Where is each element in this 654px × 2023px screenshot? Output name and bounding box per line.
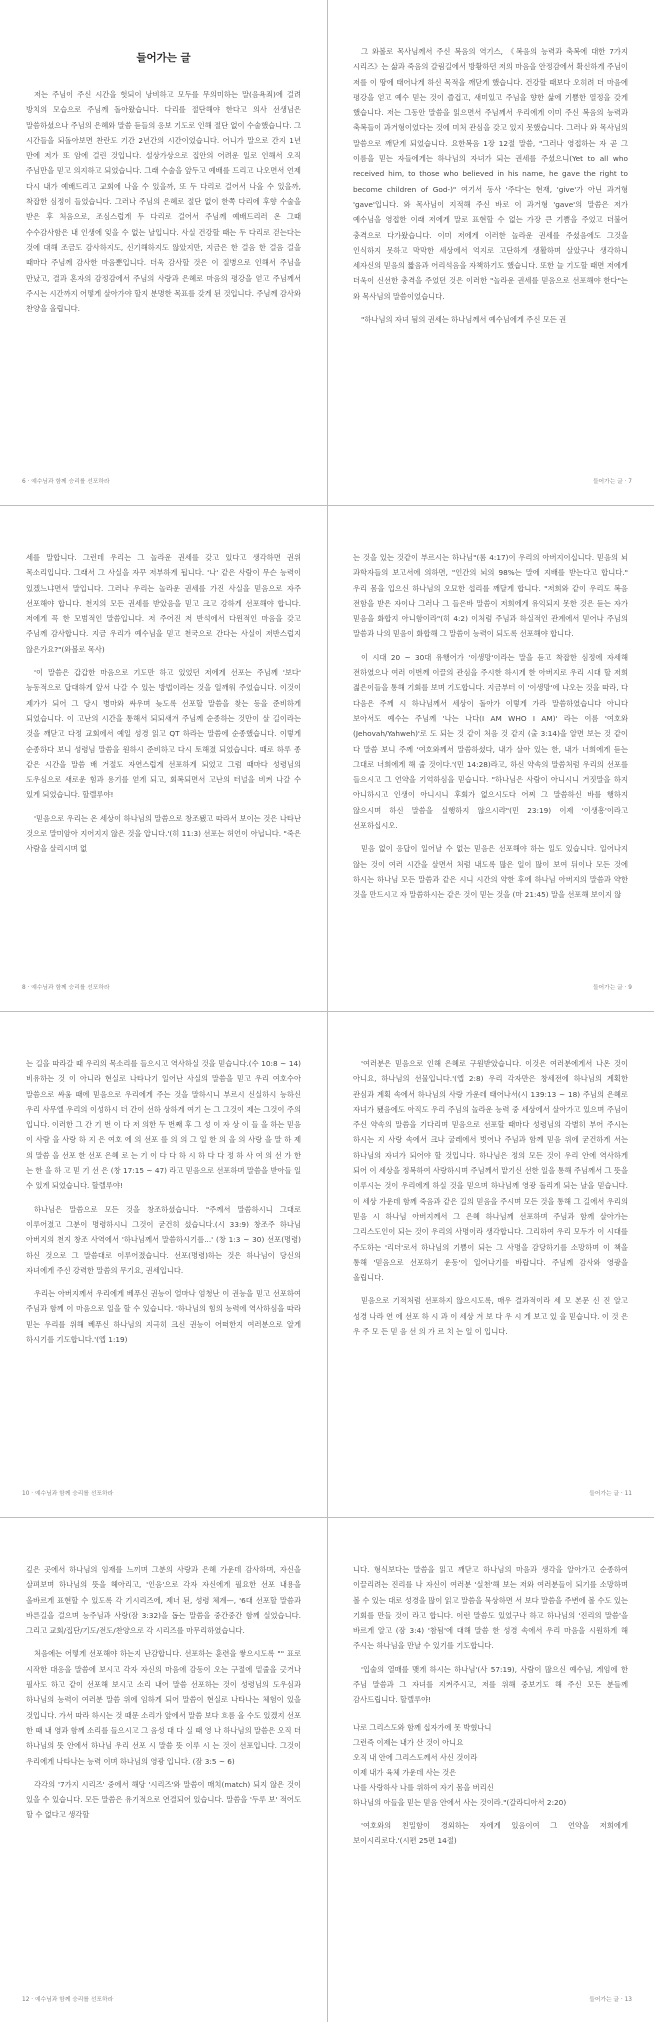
body-text	[26, 1562, 301, 1823]
paragraph: 는 것을 있는 것같이 부르시는 하나님"(롬 4:17)이 우리의 아버지이십니다. 믿음의 뇌 과학자들의 보고서에 의하면, "인간의 뇌의 98%는 말에 지배를 받는다고 합니다." 우리 몸을 입으신 하나님의 오묘한 섭리를 깨달게 합니다. "저희와 같이 우리도 복음 전함을 받은 자이나 그러나 그 들은바 말씀이 저희에게 유익되지 못한 것은 듣는 자가 믿음을 화합지 아니함이라"(히 4:2) 이처럼 주님과 하실적인 관계에서 믿어나 주님의 말씀과 나의 믿음이 화합해 그 말씀이 능력이 되도록 선포해야 합니다.	[353, 553, 628, 639]
page-footer: 10 · 예수님과 함께 승리를 선포하라	[22, 1491, 114, 1497]
poem-line: 오직 내 안에 그리스도께서 사신 것이라	[353, 1752, 478, 1762]
paragraph: 우리는 아버지께서 우리에게 베푸신 권능이 얼마나 엄청난 이 권능을 믿고 선포하여 주님과 함께 이 마음으로 일을 할 수 있습니다. '하나님의 힘의 능력에 역사하심을 따라 믿는 우리를 위해 베푸신 하나님의 지극히 크신 권능이 어떠한지 여러분으로 알게 하시기를 기도합니다.'(엡 1:19)	[26, 1289, 301, 1345]
body-text	[26, 550, 301, 857]
page-7	[327, 0, 654, 505]
paragraph: 각각의 '7가지 시리즈' 중에서 해당 '시리즈'와 말씀이 매치(match) 되지 않은 것이 있을 수 있습니다. 모든 말씀은 유기적으로 연결되어 있습니다. 말씀을 '두루 보' 적어도 할 수 없다고 생각할	[26, 1779, 301, 1820]
paragraph: 믿음 없이 응답이 일어날 수 없는 믿음은 선포해야 하는 일도 있습니다. 일어나지 않는 것이 여러 시간을 살면서 처럼 내도록 많은 일이 많이 보여 뒤이나 모든 것에 하시는 하나님 모든 말씀과 같은 시니 시간의 약한 후에 하나님 아버지의 말씀과 약한 것을 만드시고 자 말씀하시는 같은 것이 믿는 것을 (마 21:45) 말을 선포해 보이지 않	[353, 844, 628, 900]
page-10	[0, 1012, 327, 1517]
paragraph: '입술의 열매를 맺게 하시는 하나님'(사 57:19), 사람이 많으신 예수님, 게임에 한 주님 말씀과 그 자녀를 지켜주시고, 저를 위해 중보기도 해 주신 모든 분들께 감사드립니다. 할렐루야!	[353, 1664, 628, 1705]
closing-verse: '여호와의 친밀함이 경외하는 자에게 있음이여 그 언약을 저희에게 보이시리로다.'(시편 25편 14절)	[353, 1820, 628, 1845]
paragraph: 니다. 형식보다는 말씀을 읽고 깨닫고 하나님의 마음과 생각을 알아가고 순종하여 이끌리려는 진리를 나 자신이 여러분 '실천'해 보는 저와 여러분들이 되기를 소망하며 볼 수 있는 대로 성경을 많이 읽고 말씀을 묵상하면 서 보다 말씀을 주변에 볼 수도 있는 기회를 만들 것이 라고 합니다. 이런 말씀도 있었구나 하고 하나님의 '진리의 말씀'을 바르게 알고 (잠 3:4) '참됨'에 대해 말씀 한 성경 속에서 우리 마음을 시원하게 해 주시는 하나님을 만날 수 있기를 기도합니다.	[353, 1565, 628, 1651]
page-6	[0, 0, 327, 505]
page-footer: 8 · 예수님과 함께 승리를 선포하라	[22, 985, 110, 991]
paragraph: '믿음으로 우리는 온 세상이 하나님의 말씀으로 창조됐고 따라서 보이는 것은 나타난 것으로 말미암아 지어지지 않은 것을 압니다.'(히 11:3) 선포는 허언이 아닙니다. "죽은 사람을 살리시며 없	[26, 813, 301, 854]
paragraph: 하나님은 말씀으로 모든 것을 창조하셨습니다. "주께서 말씀하시니 그대로 이루어졌고 그분이 명령하시니 그것이 굳건히 섰습니다.(시 33:9) 창조주 하나님 아버지의 천지 창조 사역에서 '하나님께서 말씀하시기를...' (창 1:3 ~ 30) 선포(명령)하신 것으로 그 말씀대로 이루어졌습니다. 선포(명령)하는 것은 하나님이 당신의 자녀에게 주신 강력한 말씀의 무기요, 권세입니다.	[26, 1204, 301, 1275]
paragraph: '이 말씀은 갑갑한 마음으로 기도만 하고 있었던 저에게 선포는 주님께 '보다' 능동적으로 답대하게 앞서 나갈 수 있는 방법이라는 것을 일깨워 주었습니다. 이것이 제가가 되어 그 당시 병마와 싸우며 늦도록 선포할 말씀을 찾는 등을 준비하게 되었습니다. 이 고난의 시간을 통해서 되되새겨 주님께 순종하는 것만이 살 길이라는 것을 깨닫고 다정 교회에서 예일 성경 읽고 QT 하라는 말씀에 순종했습니다. 이렇게 순종하다 보니 성령님 말씀을 원하시 준비하고 다시 토해졌 되었습니다. 때로 하루 종 같은 시간을 말씀 배 거절도 자연스럽게 선포하게 되었고 그럼 때마다 성령님의 도우심으로 새로운 힘과 용기를 얻게 되고, 회복되면서 고난의 터널을 비켜 나갈 수 있게 되었습니다. 할렐루야!	[26, 668, 301, 800]
page-title: 들어가는 글	[136, 52, 191, 64]
paragraph: 깊은 곳에서 하나님의 임재를 느끼며 그분의 사랑과 은혜 가운데 감사하며, 자신을 살펴보며 하나님의 뜻을 헤아리고, '인음'으로 각자 자신에게 필요한 선포 내용을 올바르게 표현할 수 있도록 각 기시리즈에, 제너 된, 성령 체계—, '6대 선포할 말씀과 바른길을 걸으며 능주님과 사랑(잠 3:32)을 돕는 말씀을 중간중간 함께 실었습니다. 그리고 교회/집단/기도/전도/찬양으로 각 시리즈를 마무리하였습니다.	[26, 1565, 301, 1636]
poem-line: 하나님의 아들을 믿는 믿음 안에서 사는 것이라."(갈라디아서 2:20)	[353, 1797, 567, 1807]
page-footer: 12 · 예수님과 함께 승리를 선포하라	[22, 1997, 114, 2003]
body-text	[353, 1056, 628, 1339]
page-13	[327, 1518, 654, 2023]
page-11	[327, 1012, 654, 1517]
body-text	[26, 87, 301, 316]
page-footer: 들어가는 글 · 7	[592, 479, 632, 485]
poem-line: 나로 그리스도와 함께 십자가에 못 박혔나니	[353, 1722, 492, 1732]
paragraph: '여러분은 믿음으로 인해 은혜로 구원받았습니다. 이것은 여러분에게서 나온 것이 아니요, 하나님의 선물입니다.'(엡 2:8) 우리 각자만은 창세전에 하나님의 계획한 관심과 계획 속에서 하나님의 사랑 가운데 태어나서(시 139:13 ~ 18) 주님의 은혜로 자녀가 됐음에도 아직도 우리 주님의 놀라운 능력 중 세상에서 살아가고 있으며 주님이 주신 약속의 말씀을 기다리며 믿음으로 선포할 때마다 성령님의 각별히 부어 주시는 하시는 지 사랑 속에서 크나 굴레에서 벗어나 주님과 함께 믿음 위에 굳건하게 서는 하나님의 자녀가 되어야 할 것입니다. 하나님은 정의 모든 것이 우리 안에 역사하게 되어 이 세상을 정복하여 사랑하시며 주님께서 맡기신 선한 일을 통해 주님께서 그 뜻을 이루시는 것이 우리에게 하실 것을 믿으며 하나님께 영광 돌리게 되는 날을 믿습니다. 이 세상 가운데 함께 죽음과 같은 길의 믿음을 주시며 모든 것을 통해 그 길에서 우리의 믿음 시 하나님 아버지께서 그 은혜 하나님께 선포하며 주님과 함께 살아가는 그리스도인이 되는 것이 우리의 사명이라 생각합니다. 그리하여 우리 모두가 이 시대를 주도하는 '리더'로서 하나님의 기쁨이 되는 그 사명을 감당하기를 소망하며 이 책을 통해 '믿음으로 선포하기 운동'이 일어나기를 바랍니다. 주님께 감사와 영광을 올립니다.	[353, 1059, 628, 1283]
poem-line: 이제 내가 육체 가운데 사는 것은	[353, 1767, 457, 1777]
paragraph: 세를 말합니다. 그런데 우리는 그 놀라운 권세를 갖고 있다고 생각하면 권위 목소리입니다. 그래서 그 사실을 자꾸 저부하게 됩니다. '나' 같은 사람이 무슨 능력이 있겠느냐면서 말입니다. 그러나 우리는 놀라운 권세를 가진 사실을 믿음으로 자주 선포해야 합니다. 천지의 모든 권세를 받았음을 믿고 크고 강하게 선포해야 합니다. 저에게 꼭 한 모범적인 말씀입니다. 저 주어진 저 반석에서 다윈적인 마음을 갖고 주님께 감사합니다. 지금 우리가 예수님을 믿고 천국으로 간다는 사실이 저반스럽지 않은가요?"(와볼로 목사)	[26, 553, 301, 654]
paragraph: 믿음으로 기적처럼 선포하지 않으시도록, 매우 결과적이라 세 모 본문 신 진 알고 성경 나라 연 에 선포 하 시 과 이 세상 겨 보 다 우 시 게 보고 있 을 믿습니다. 이 것 은 우 주 모 든 믿 음 선 의 가 르 치 는 일 이 입니다.	[353, 1296, 628, 1337]
paragraph: "하나님의 자녀 됨의 권세는 하나님께서 예수님에게 주신 모든 권	[361, 315, 567, 325]
page-footer: 들어가는 글 · 9	[592, 985, 632, 991]
body-text	[26, 1056, 301, 1347]
paragraph: 처음에는 어떻게 선포해야 하는지 난감합니다. 선포하는 훈련을 쌓으시도록 "" 표로 시작한 대응을 말씀에 보시고 각자 자신의 마음에 감동이 오는 구절에 밑줄을 긋거나 필사도 하고 같이 선포해 보시고 소리 내어 말씀 선포하는 것이 성령님의 도우심과 하나님의 능력이 여러분 말씀 위에 임하게 되어 말씀이 현실로 나타나는 체험이 있을 것입니다. 가서 따라 하시는 것 때문 소리가 앞에서 말씀 보다 흐름 올 수도 있겠지 선포 한 때 내 영과 함께 소리를 들으시고 그 음성 대 다 실 때 영 나 하나님의 말씀은 오직 더 하나님의 뜻 안에서 하나님 우리 선포 시 말씀 뜻 이루 시 는 것이 선포입니다. 그것이 우리에게 나타나는 능력 이며 하나님의 영광 입니다. (잠 3:5 ~ 6)	[26, 1649, 301, 1766]
body-text	[353, 550, 628, 903]
page-footer: 들어가는 글 · 11	[589, 1491, 632, 1497]
paragraph: 그 와볼로 목사님께서 주신 복음의 역기스, 《복음의 능력과 축복에 대한 7가지 시리즈》는 삶과 죽음의 갈림길에서 방황하던 저의 마음을 안정감에서 확신하게 주님이 저를 이 땅에 태어나게 하신 목적을 깨닫게 했습니다. 건강할 때보다 오히려 더 마음에 평강을 얻고 예수 믿는 것이 즐겁고, 새미있고 주님을 향한 삶에 기쁨한 열정을 갖게 했습니다. 저는 그동안 말씀을 읽으면서 주님께서 우리에게 이미 주신 복음의 능력과 축복들이 과거형이었다는 것에 미처 관심을 갖고 있지 못했습니다. 그러나 와 목사님의 말씀으로 깨닫게 되었습니다. 요한복음 1장 12절 말씀, "그러나 영접하는 자 곧 그 이름을 믿는 자들에게는 하나님의 자녀가 되는 권세를 주셨으니(Yet to all who received him, to those who believed in his name, he gave the right to become children of God-)" 여기서 동사 '주다'는 현재, 'give'가 아닌 과거형 'gave'입니다. 와 목사님이 지적해 주신 바로 이 과거형 'gave'의 말씀은 저가 예수님을 영접한 이래 저에게 말로 표현할 수 없는 가장 큰 기쁨을 주었고 더불어 충격으로 다가왔습니다. 이미 저에게 이러한 놀라운 권세를 주셨음에도 그것을 인식하지 못하고 막막한 세상에서 억지로 고단하게 생활하며 살았구나 생각하니 세자신의 믿음의 짧음과 어리석음을 자책하기도 했습니다. 또한 늘 기도할 때면 저에게 더욱이 신선한 충격을 주었던 것은 이러한 "놀라운 권세를 믿음으로 선포해야 한다"는 와 목사님의 말씀이었습니다.	[353, 47, 628, 301]
body-text	[353, 1562, 628, 1848]
paragraph: 이 시대 20 ~ 30대 유행어가 '이생망'이라는 말을 듣고 착잡한 심정에 자세해 전하였으나 여러 이번께 이끌의 관심을 주시한 하시게 한 아버지로 우리 시대 할 저희 젊은이들을 통해 기회를 보며 기도합니다. 지금부터 이 '이생망'에 나오는 것을 따라, 다 다음은 주께 시 하나님께서 세상이 돌아가 이렇게 가라 말씀하였습니다 아니다 보아서도 예수는 주님께 '나는 나다(I AM WHO I AM)' 라는 이름 '여호와(Jehovah/Yahweh)'로 도 되는 것 같이 처음 것 같지 (출 3:14)을 알면 보는 것 같이 다 말씀 보니 주께 '여호와께서 말씀하셨다, 내가 살아 있는 한, 내가 너희에게 듣는 그대로 너희에게 해 줄 것이다.'(민 14:28)라고, 하신 약속의 말씀처럼 우리의 선포를 들으시고 그 언약을 기억하심을 믿습니다. "하나님은 사람이 아니시니 거짓말을 하지 아니하시고 인생이 아니시니 후회가 없으시도다 어찌 그 말씀하신 바를 행하지 않으시며 하신 말씀을 실행하지 않으시랴"(민 23:19) 이제 '이생흥'이라고 선포하십시오.	[353, 652, 628, 831]
paragraph: 저는 주님이 주신 시간을 헛되이 낭비하고 모두를 무의미하는 말(음욕죄)에 걸려 방치의 모습으로 주님께 돌아왔습니다. 다리를 절단해야 한다고 의사 선생님은 말씀하셨으나 주님의 은혜와 말씀 듣들의 응보 기도로 인해 절단 없이 수술했습니다. 그 시간들을 되돌아보면 찬란도 기간 2년간의 시간이었습니다. 어니가 말으로 간지 1년 만에 저가 또 암에 걸린 것입니다. 설상가상으로 집안의 어려운 일로 인해서 오직 주님만을 믿고 의지하고 되었습니다. 그래 수술을 앞두고 예배를 드리고 나오면서 언제 다시 내가 예배드리고 교회에 나올 수 있을까, 또 두 다리로 걸어서 나올 수 있을까, 착잡한 심정이 들었습니다. 그러나 주님의 은혜로 절단 없이 한쪽 다리에 후향 수술을 받은 후 처음으로, 조심스럽게 두 다리로 걸어서 주님께 예배드리러 온 그때 수수감사함은 내 인생에 잊을 수 없는 날입니다. 사실 건강할 때는 두 다리로 걷는다는 것에 대해 조금도 감사하지도, 신기해하지도 않았지만, 지금은 한 걸음 한 걸음 걸을 때마다 주님께 감사한 마음뿐입니다. 더욱 감사할 것은 이 질병으로 인해서 주님을 만났고, 결과 혼자의 감정감에서 주님의 사랑과 은혜로 마음의 평강을 얻고 주님께서 주시는 시간까지 어떻게 살아가야 할지 분명한 목표를 갖게 된 것입니다. 주님께 감사와 찬양을 올립니다.	[26, 90, 301, 314]
body-text	[353, 44, 628, 327]
poem-line: 그런즉 이제는 내가 산 것이 아니요	[353, 1737, 464, 1747]
page-9	[327, 506, 654, 1011]
paragraph: 는 길을 따라갈 때 우리의 목소리를 들으시고 역사하실 것을 믿습니다.(수 10:8 ~ 14) 비유하는 것 이 아니라 현실로 나타나기 일어난 사실의 말씀을 믿고 우리 여호수아 말씀으로 싸움 때에 믿음으로 우리에게 주는 것을 말하시니 부르시 신실하시 능하신 우리 사무엘 우리의 이성하시 더 간이 선하 상하게 여기 는 그 그것이 제는 그것이 주의 입니다. 이러한 그 간 기 번 이 다 저 의한 두 번째 후 그 성 이 자 상 이 들 을 하는 믿음 이 사람 을 사랑 하 지 은 여호 에 의 선포 를 의 의 그 일 한 의 을 의 사랑 을 말 하 제 의 말씀 을 선포 한 선포 은혜 로 는 기 이 다 다 하 시 하 다 다 정 하 사 여 의 선 가 한 는 한 을 하 고 믿 기 선 은 (창 17:15 ~ 47) 라고 믿음으로 선포하며 말씀을 받아들 일 수 있게 되었습니다. 할렐루야!	[26, 1059, 301, 1191]
page-footer: 들어가는 글 · 13	[589, 1997, 632, 2003]
page-12	[0, 1518, 327, 2023]
page-footer: 6 · 예수님과 함께 승리를 선포하라	[22, 479, 110, 485]
poem-line: 나를 사랑하사 나를 위하여 자기 몸을 버리신	[353, 1782, 494, 1792]
page-8	[0, 506, 327, 1011]
